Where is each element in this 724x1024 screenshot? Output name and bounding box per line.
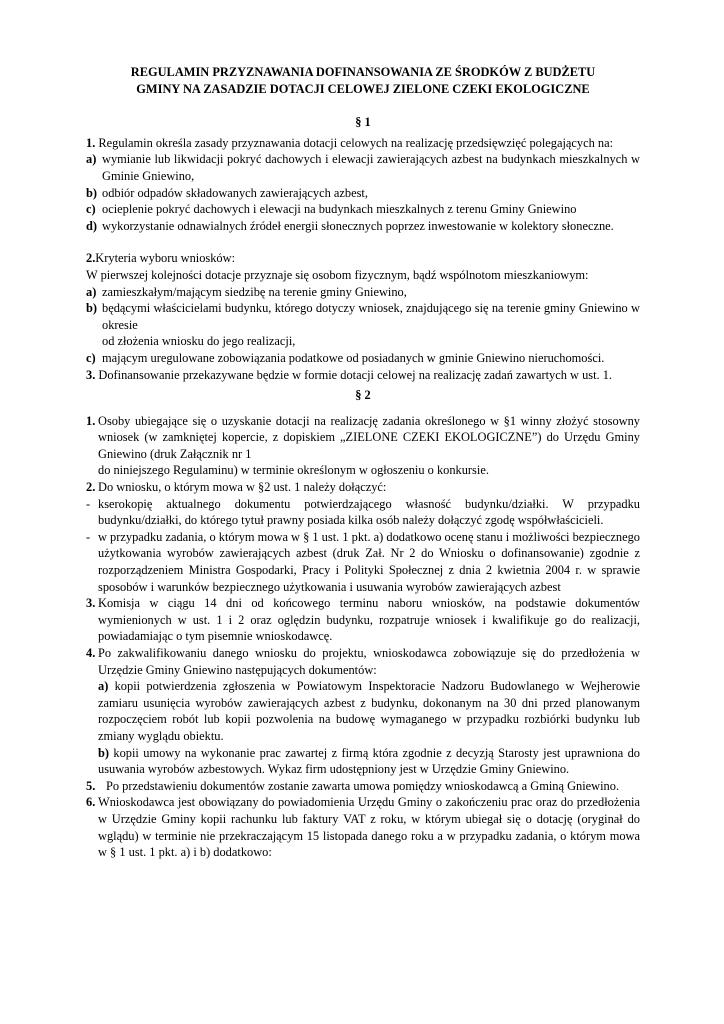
s2-paragraph-3 bbox=[86, 595, 640, 645]
list-marker: c) bbox=[86, 202, 96, 217]
list-item-text: będącymi właścicielami budynku, którego dotyczy wniosek, znajdującego się na terenie gminy Gniewino w okresie bbox=[102, 301, 640, 332]
section-2-heading: § 2 bbox=[355, 388, 371, 403]
s2-p1-continuation: do niniejszego Regulaminu) w terminie określonym w ogłoszeniu o konkursie. bbox=[98, 463, 489, 478]
dash-item-text: w przypadku zadania, o którym mowa w § 1 ust. 1 pkt. a) dodatkowo ocenę stanu i możliwości bezpiecznego użytkowania wyrobów zawierających azbest (druk Zał. Nr 2 do Wniosku o dofinansowanie) zgodnie z rozporządzeniem Ministra Gospodarki, Pracy i Polityki Społecznej z dnia 2 kwietnia 2004 r. w sprawie sposobów i warunków bezpiecznego użytkowania i usuwania wyrobów zawierających azbest bbox=[98, 529, 640, 594]
list-item-text: wykorzystanie odnawialnych źródeł energii słonecznych poprzez inwestowanie w kolektory słoneczne. bbox=[102, 218, 614, 233]
list-marker: b) bbox=[86, 301, 98, 316]
list-item-text: od złożenia wniosku do jego realizacji, bbox=[102, 334, 296, 349]
s1-p1-number: 1. bbox=[86, 135, 96, 150]
list-marker: b) bbox=[86, 185, 98, 200]
s1-criteria-item-b-cont bbox=[86, 333, 640, 350]
list-item-text: wymianie lub likwidacji pokryć dachowych i elewacji zawierających azbest na budynkach mieszkalnych w Gminie Gniewino, bbox=[102, 152, 640, 183]
paragraph-text: Komisja w ciągu 14 dni od końcowego terminu naboru wniosków, na podstawie dokumentów wymienionych w ust. 1 i 2 oraz oględzin budynku, rozpatruje wniosek i kwalifikuje go do realizacji, powiadamiając o tym pisemnie wnioskodawcę. bbox=[98, 596, 640, 644]
paragraph-number: 4. bbox=[86, 646, 96, 660]
s1-list-item-c bbox=[86, 201, 640, 218]
s1-paragraph-2 bbox=[86, 250, 640, 267]
s1-p2-number: 2. bbox=[86, 251, 96, 266]
paragraph-text: Osoby ubiegające się o uzyskanie dotacji na realizację zadania określonego w §1 winny złożyć stosowny wniosek (w zamkniętej kopercie, z dopiskiem „ZIELONE CZEKI EKOLOGICZNE”) do Urzędu Gminy Gniewino (druk Załącznik nr 1 bbox=[98, 413, 640, 461]
document-title-line-2: GMINY NA ZASADZIE DOTACJI CELOWEJ ZIELONE CZEKI EKOLOGICZNE bbox=[136, 81, 590, 96]
s2-paragraph-4 bbox=[86, 645, 640, 678]
list-marker: c) bbox=[86, 350, 96, 365]
s2-dash-item-2 bbox=[86, 529, 640, 595]
list-marker: d) bbox=[86, 218, 98, 233]
s1-paragraph-1 bbox=[86, 135, 640, 152]
list-marker: a) bbox=[86, 284, 97, 299]
list-marker bbox=[86, 333, 102, 350]
s1-list-item-b bbox=[86, 185, 640, 202]
s1-criteria-item-b bbox=[86, 300, 640, 333]
list-marker: b) bbox=[98, 745, 110, 760]
paragraph-text: Wnioskodawca jest obowiązany do powiadomienia Urzędu Gminy o zakończeniu prac oraz do przedłożenia w Urzędzie Gminy kopii rachunku lub faktury VAT z roku, w którym ubiegał się o dotację (oryginał do wglądu) w terminie nie przekraczającym 15 listopada danego roku a w przypadku zadania, o którym mowa w § 1 ust. 1 pkt. a) i b) dodatkowo: bbox=[98, 795, 640, 860]
s1-criteria-item-c bbox=[86, 350, 640, 367]
paragraph-text: Do wniosku, o którym mowa w §2 ust. 1 należy dołączyć: bbox=[98, 480, 387, 495]
paragraph-number: 6. bbox=[86, 795, 96, 810]
s2-p4-item-b bbox=[86, 745, 640, 778]
list-item-text: ocieplenie pokryć dachowych i elewacji na budynkach mieszkalnych z terenu Gminy Gniewino bbox=[102, 202, 577, 217]
list-item-text: zamieszkałym/mającym siedzibę na terenie gminy Gniewino, bbox=[102, 284, 407, 299]
paragraph-number: 3. bbox=[86, 596, 96, 611]
s1-p1-text: Regulamin określa zasady przyznawania dotacji celowych na realizację przedsięwzięć polegających na: bbox=[95, 135, 614, 150]
dash-item-text: kserokopię aktualnego dokumentu potwierdzającego własność budynku/działki. W przypadku budynku/działki, do którego tytuł prawny posiada kilka osób należy dołączyć zgodę współwłaścicieli. bbox=[98, 496, 640, 528]
s2-paragraph-6 bbox=[86, 794, 640, 860]
list-item-text: mającym uregulowane zobowiązania podatkowe od posiadanych w gminie Gniewino nieruchomości. bbox=[102, 350, 605, 365]
s2-dash-item-1 bbox=[86, 496, 640, 529]
list-item-text: kopii umowy na wykonanie prac zawartej z firmą która zgodnie z decyzją Starosty jest uprawniona do usuwania wyrobów azbestowych. Wykaz firm udostępniony jest w Urzędzie Gminy Gniewino. bbox=[98, 745, 640, 777]
s2-paragraph-1 bbox=[86, 413, 640, 463]
document-page bbox=[86, 64, 640, 861]
s1-p2-text: Kryteria wyboru wniosków: bbox=[95, 251, 236, 266]
dash-marker: - bbox=[86, 496, 91, 511]
s1-paragraph-3 bbox=[86, 367, 640, 384]
list-item-text: odbiór odpadów składowanych zawierających azbest, bbox=[102, 185, 368, 200]
paragraph-number: 5. bbox=[86, 778, 96, 793]
paragraph-number: 1. bbox=[86, 413, 96, 428]
document-title-line-1: REGULAMIN PRZYZNAWANIA DOFINANSOWANIA ZE ŚRODKÓW Z BUDŻETU bbox=[130, 65, 596, 79]
paragraph-text: Po zakwalifikowaniu danego wniosku do projektu, wnioskodawca zobowiązuje się do przedłożenia w Urzędzie Gminy Gniewino następujących dokumentów: bbox=[98, 646, 640, 677]
s1-list-item-d bbox=[86, 218, 640, 235]
list-item-text: kopii potwierdzenia zgłoszenia w Powiatowym Inspektoracie Nadzoru Budowlanego w Wejherowie zamiaru usunięcia wyrobów zawierających azbest z budynku, dokonanym na 30 dni przed planowanym rozpoczęciem robót lub kopii pozwolenia na budowę wymaganego w przypadku rozbiórki budynku lub zmiany wyglądu obiektu. bbox=[98, 679, 640, 743]
s2-paragraph-5 bbox=[86, 778, 640, 795]
list-marker: a) bbox=[86, 152, 97, 167]
s1-p3-text: Dofinansowanie przekazywane będzie w formie dotacji celowej na realizację zadań zawartych w ust. 1. bbox=[95, 367, 613, 382]
s2-p4-item-a bbox=[86, 678, 640, 744]
s1-p3-number: 3. bbox=[86, 367, 96, 382]
s1-list-item-a bbox=[86, 151, 640, 184]
paragraph-text: Po przedstawieniu dokumentów zostanie zawarta umowa pomiędzy wnioskodawcą a Gminą Gniewino. bbox=[106, 778, 620, 793]
dash-marker: - bbox=[86, 529, 91, 544]
s2-paragraph-2 bbox=[86, 479, 640, 496]
s1-p2-intro: W pierwszej kolejności dotacje przyznaje się osobom fizycznym, bądź wspólnotom mieszkaniowym: bbox=[86, 267, 589, 282]
list-marker: a) bbox=[98, 679, 109, 694]
s1-criteria-item-a bbox=[86, 284, 640, 301]
paragraph-number: 2. bbox=[86, 480, 96, 495]
section-1-heading: § 1 bbox=[355, 115, 371, 130]
